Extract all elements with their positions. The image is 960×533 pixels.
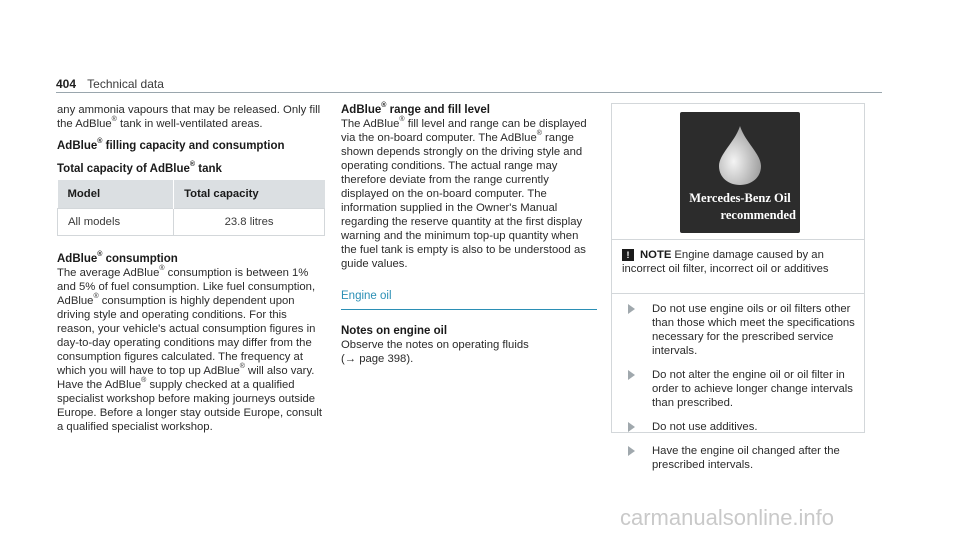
table-cell-model: All models bbox=[58, 209, 174, 236]
watermark: carmanualsonline.info bbox=[620, 505, 835, 530]
heading-total-capacity: Total capacity of AdBlue® tank bbox=[57, 161, 222, 175]
mercedes-oil-logo bbox=[680, 112, 800, 233]
note-header bbox=[612, 240, 864, 294]
page-reference-link[interactable]: (→ page 398). bbox=[341, 353, 414, 365]
consumption-paragraph: The average AdBlue® consumption is between 1% and 5% of fuel consumption. Like fuel consumption, AdBlue® consumption is highly dependent upon driving style and operating conditions. For this reason, your vehicle's actual consumption figures in day-to-day operating conditions may differ from the consumption figures calculated. The frequency at which you will have to top up AdBlue® will also vary. Have the AdBlue® supply checked at a qualified specialist workshop before making journeys outside Europe. Before a longer stay outside Europe, consult a qualified specialist workshop. bbox=[57, 265, 323, 433]
note-box bbox=[611, 240, 865, 471]
table-row bbox=[58, 209, 325, 236]
bullet-arrow-icon bbox=[628, 370, 635, 380]
bullet-arrow-icon bbox=[628, 446, 635, 456]
column-left bbox=[57, 103, 327, 434]
intro-paragraph: any ammonia vapours that may be released. Only fill the AdBlue® tank in well-ventilated areas. bbox=[57, 104, 321, 130]
list-item: Do not use additives. bbox=[622, 420, 864, 434]
page-number: 404 bbox=[56, 77, 77, 91]
list-item: Have the engine oil changed after the prescribed intervals. bbox=[622, 444, 864, 472]
table-header-capacity: Total capacity bbox=[174, 180, 325, 209]
section-title-engine-oil: Engine oil bbox=[341, 289, 597, 310]
heading-consumption: AdBlue® consumption bbox=[57, 251, 178, 265]
list-item: Do not use engine oils or oil filters other than those which meet the specifications necessary for the prescribed service intervals. bbox=[622, 302, 864, 358]
heading-filling-capacity: AdBlue® filling capacity and consumption bbox=[57, 138, 285, 152]
logo-text-line2: recommended bbox=[720, 208, 796, 222]
section-name: Technical data bbox=[87, 77, 164, 91]
bullet-arrow-icon bbox=[628, 422, 635, 432]
table-header-row bbox=[58, 180, 325, 209]
logo-text-line1: Mercedes-Benz Oil bbox=[689, 191, 791, 205]
range-paragraph: The AdBlue® fill level and range can be displayed via the on-board computer. The AdBlue® range shown depends strongly on the driving style and operating conditions. The actual range may therefore deviate from the range currently displayed on the on-board computer. The information supplied in the Owner's Manual regarding the reserve quantity at the first display warning and the minimum top-up quantity when the fuel tank is empty is also to be understood as guide values. bbox=[341, 116, 587, 270]
capacity-table bbox=[57, 180, 325, 236]
note-label: NOTE bbox=[640, 249, 672, 261]
note-bullets bbox=[612, 294, 864, 472]
notes-paragraph: Observe the notes on operating fluids (→ page 398). bbox=[341, 339, 529, 365]
page-header bbox=[56, 78, 882, 93]
oil-logo-image bbox=[611, 103, 865, 240]
heading-range-fill-level: AdBlue® range and fill level bbox=[341, 102, 490, 116]
bullet-arrow-icon bbox=[628, 304, 635, 314]
column-middle bbox=[341, 103, 597, 366]
table-header-model: Model bbox=[58, 180, 174, 209]
heading-notes-engine-oil: Notes on engine oil bbox=[341, 325, 448, 337]
note-text: Engine damage caused by an incorrect oil filter, incorrect oil or additives bbox=[622, 249, 829, 275]
column-right bbox=[611, 103, 865, 471]
oil-drop-icon bbox=[715, 124, 765, 186]
table-cell-capacity: 23.8 litres bbox=[174, 209, 325, 236]
warning-icon: ! bbox=[622, 249, 634, 261]
list-item: Do not alter the engine oil or oil filter in order to achieve longer change intervals than prescribed. bbox=[622, 368, 864, 410]
